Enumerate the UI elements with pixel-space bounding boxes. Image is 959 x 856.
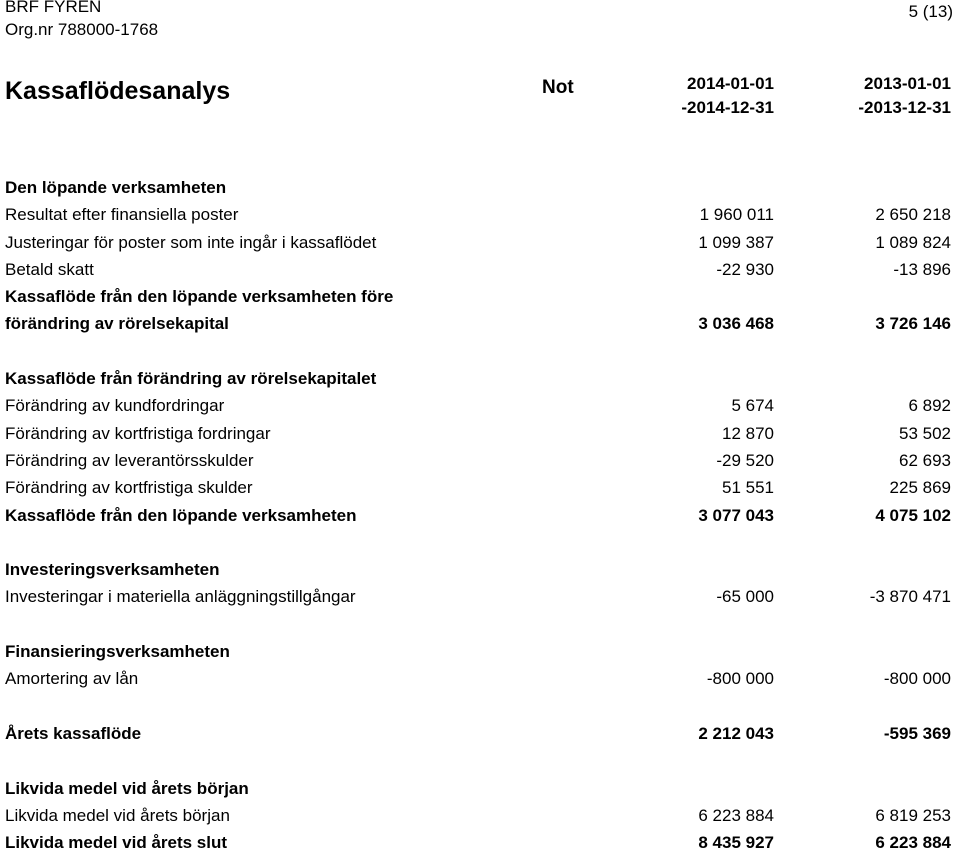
value-2013: 6 819 253 [875, 805, 951, 825]
table-row [0, 720, 959, 747]
column-header-2013-end: -2013-12-31 [858, 98, 951, 117]
value-2013: 53 502 [899, 423, 951, 443]
value-2014: -22 930 [716, 259, 774, 279]
table-row [0, 201, 959, 228]
table-row [0, 474, 959, 501]
value-2014: 1 099 387 [698, 232, 774, 252]
row-label: Årets kassaflöde [5, 723, 142, 743]
row-label: Kassaflöde från den löpande verksamheten [5, 505, 357, 525]
column-header-2013-start: 2013-01-01 [864, 74, 951, 93]
column-header-2014-end: -2014-12-31 [681, 98, 774, 117]
table-row [0, 283, 959, 310]
row-label: Förändring av kundfordringar [5, 396, 225, 416]
value-2013: 6 892 [908, 396, 951, 416]
value-2013: -3 870 471 [869, 587, 951, 607]
row-label: Likvida medel vid årets slut [5, 833, 228, 853]
table-row [0, 802, 959, 829]
value-2013: -13 896 [893, 259, 951, 279]
spacer-row [0, 611, 959, 638]
value-2014: 1 960 011 [699, 205, 774, 225]
row-label: Investeringsverksamheten [5, 560, 220, 580]
row-label: Förändring av kortfristiga skulder [5, 478, 253, 498]
value-2013: 1 089 824 [875, 232, 951, 252]
table-row [0, 447, 959, 474]
row-label: Justeringar för poster som inte ingår i kassaflödet [5, 232, 377, 252]
table-row [0, 174, 959, 201]
spacer-row [0, 529, 959, 556]
row-label: förändring av rörelsekapital [5, 314, 229, 334]
value-2014: -800 000 [706, 669, 774, 689]
value-2013: -800 000 [883, 669, 951, 689]
value-2014: -29 520 [716, 450, 774, 470]
cashflow-table [0, 174, 959, 856]
value-2014: 51 551 [722, 478, 774, 498]
row-label: Amortering av lån [5, 669, 139, 689]
table-row [0, 775, 959, 802]
table-row [0, 392, 959, 419]
value-2013: 3 726 146 [875, 314, 951, 334]
value-2013: 6 223 884 [875, 833, 951, 853]
table-row [0, 665, 959, 692]
organization-name: BRF FYREN [5, 0, 102, 16]
table-row [0, 583, 959, 610]
table-row [0, 310, 959, 337]
page-number: 5 (13) [908, 2, 953, 21]
table-row [0, 638, 959, 665]
value-2014: -65 000 [716, 587, 774, 607]
table-row [0, 256, 959, 283]
spacer-row [0, 693, 959, 720]
row-label: Investeringar i materiella anläggningstillgångar [5, 587, 356, 607]
report-title: Kassaflödesanalys [5, 77, 231, 105]
value-2013: 62 693 [899, 450, 951, 470]
table-row [0, 556, 959, 583]
value-2013: 225 869 [889, 478, 951, 498]
row-label: Kassaflöde från den löpande verksamheten före [5, 287, 394, 307]
column-header-2013 [858, 72, 951, 120]
row-label: Den löpande verksamheten [5, 178, 227, 197]
row-label: Betald skatt [5, 259, 94, 279]
value-2014: 5 674 [731, 396, 774, 416]
value-2014: 8 435 927 [698, 833, 774, 853]
value-2014: 12 870 [722, 423, 774, 443]
table-row [0, 420, 959, 447]
row-label: Resultat efter finansiella poster [5, 205, 239, 225]
row-label: Förändring av leverantörsskulder [5, 450, 254, 470]
row-label: Likvida medel vid årets början [5, 778, 249, 798]
row-label: Kassaflöde från förändring av rörelsekapitalet [5, 369, 377, 389]
value-2013: 2 650 218 [875, 205, 951, 225]
row-label: Finansieringsverksamheten [5, 642, 230, 662]
value-2014: 3 036 468 [698, 314, 774, 334]
value-2014: 3 077 043 [698, 505, 774, 525]
table-row [0, 365, 959, 392]
spacer-row [0, 338, 959, 365]
column-header-2014 [681, 72, 774, 120]
row-label: Likvida medel vid årets början [5, 805, 230, 825]
table-row [0, 502, 959, 529]
value-2013: -595 369 [883, 723, 951, 743]
value-2014: 6 223 884 [698, 805, 774, 825]
column-header-2014-start: 2014-01-01 [687, 74, 774, 93]
value-2014: 2 212 043 [698, 723, 774, 743]
value-2013: 4 075 102 [875, 505, 951, 525]
table-row [0, 229, 959, 256]
spacer-row [0, 747, 959, 774]
row-label: Förändring av kortfristiga fordringar [5, 423, 271, 443]
column-header-not: Not [542, 77, 574, 98]
organization-number: Org.nr 788000-1768 [5, 20, 159, 39]
